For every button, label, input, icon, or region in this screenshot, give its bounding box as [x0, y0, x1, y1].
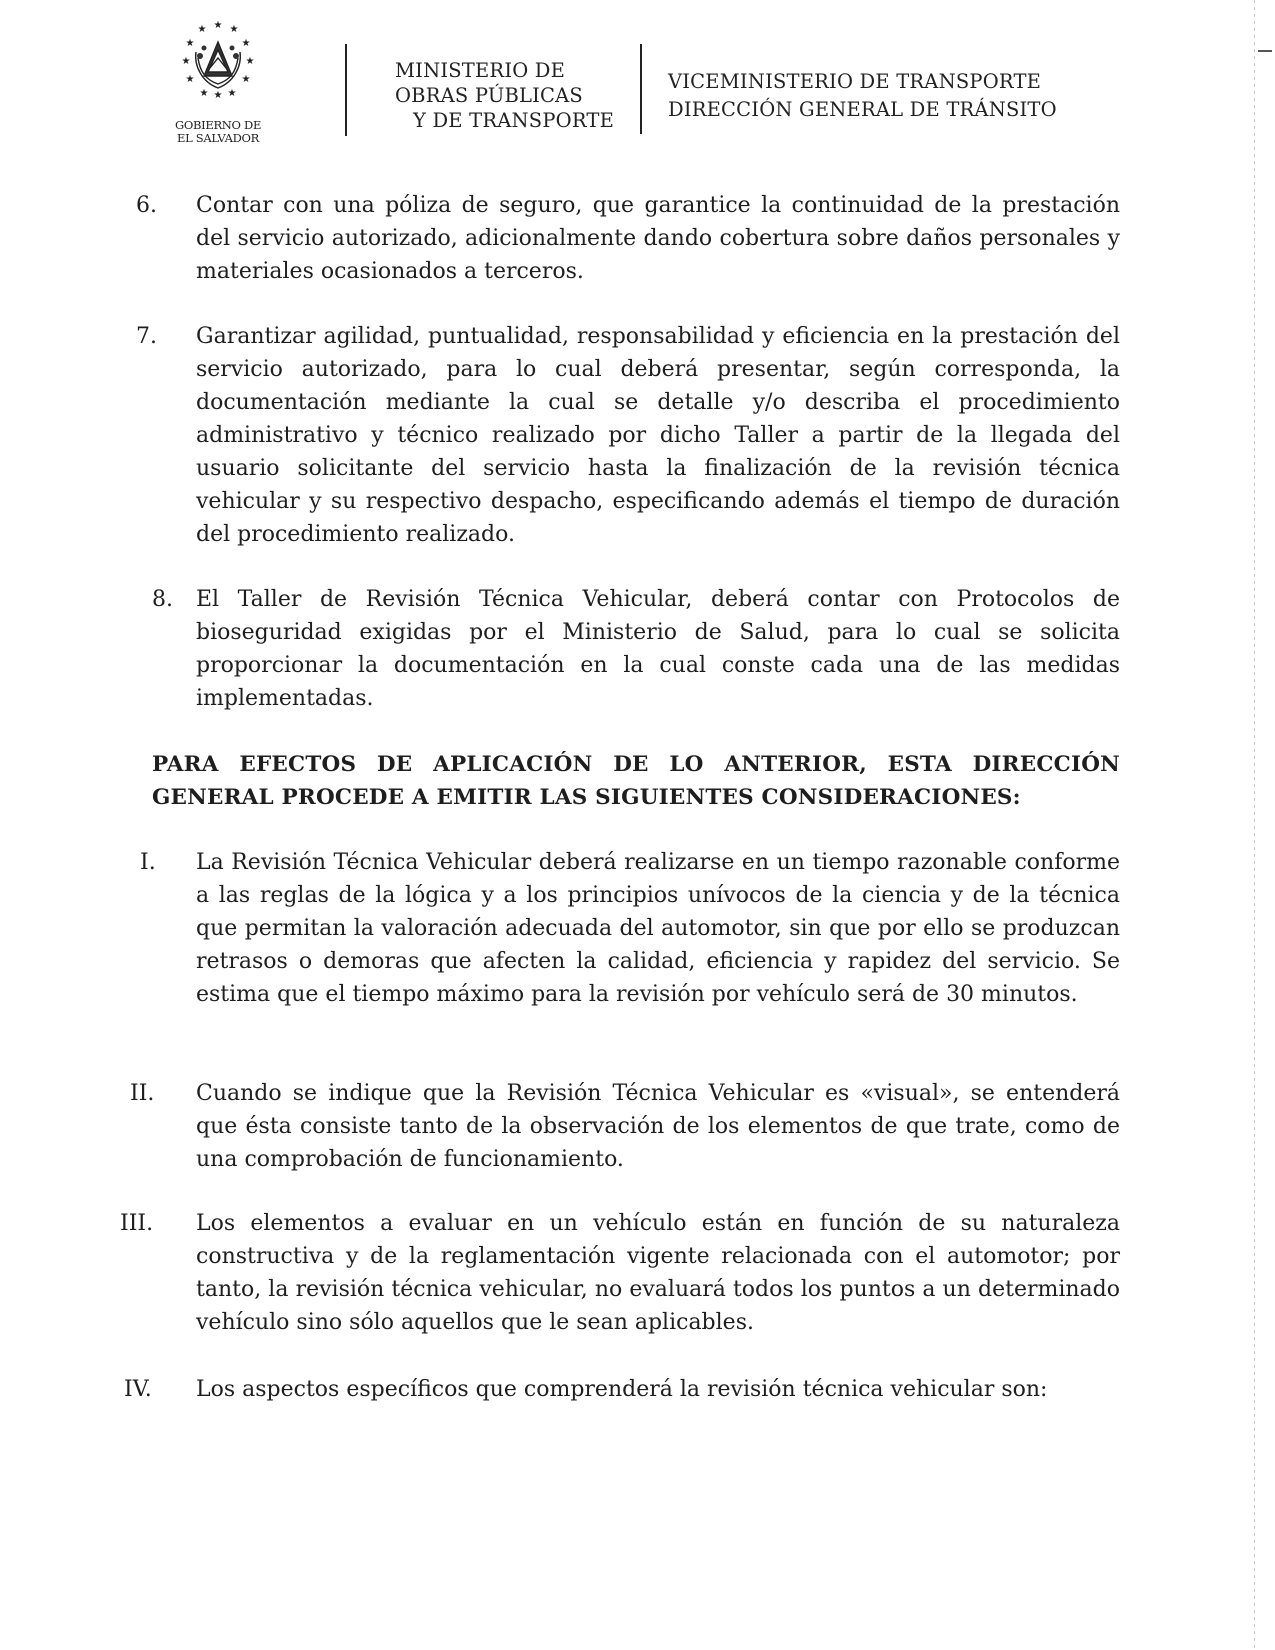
ministry-line3: Y DE TRANSPORTE: [413, 109, 615, 132]
item-text: La Revisión Técnica Vehicular deberá realizarse en un tiempo razonable conforme a las reglas de la lógica y a los principios unívocos de la ciencia y de la técnica que permitan la valoración adecuada del automotor, sin que por ello se produzcan retrasos o demoras que afecten la calidad, eficiencia y rapidez del servicio. Se estima que el tiempo máximo para la revisión por vehículo será de 30 minutos.: [196, 850, 1120, 1007]
item-number: 7.: [136, 324, 157, 349]
coat-of-arms-icon: [176, 18, 260, 116]
svg-text:★: ★: [213, 90, 223, 101]
vice-line2: DIRECCIÓN GENERAL DE TRÁNSITO: [668, 98, 1057, 121]
item-text: Cuando se indique que la Revisión Técnica Vehicular es «visual», se entenderá que ésta consiste tanto de la observación de los elementos de que trate, como de una comprobación de funcionamiento.: [196, 1081, 1120, 1172]
scan-edge-mark: [1258, 50, 1272, 52]
item-text: El Taller de Revisión Técnica Vehicular, deberá contar con Protocolos de bioseguridad exigidas por el Ministerio de Salud, para lo cual se solicita proporcionar la documentación en la cual conste cada una de las medidas implementadas.: [196, 587, 1120, 711]
svg-text:★: ★: [213, 20, 223, 31]
item-number: II.: [130, 1081, 155, 1106]
item-text: Los aspectos específicos que comprenderá la revisión técnica vehicular son:: [196, 1377, 1048, 1402]
item-text: Garantizar agilidad, puntualidad, responsabilidad y eficiencia en la prestación del servicio autorizado, para lo cual deberá presentar, según corresponda, la documentación mediante la cual se detalle y/o describa el procedimiento administrativo y técnico realizado por dicho Taller a partir de la llegada del usuario solicitante del servicio hasta la finalización de la revisión técnica vehicular y su respectivo despacho, especificando además el tiempo de duración del procedimiento realizado.: [196, 324, 1120, 547]
svg-text:★: ★: [229, 24, 239, 35]
item-number: IV.: [124, 1377, 152, 1402]
svg-text:★: ★: [197, 24, 207, 35]
ministry-line1: MINISTERIO DE: [395, 59, 566, 82]
scan-edge-line: [1254, 0, 1255, 1650]
logo-text-line2: EL SALVADOR: [177, 131, 259, 145]
svg-text:★: ★: [227, 88, 237, 99]
header-divider: [345, 44, 347, 136]
item-number: 8.: [152, 587, 173, 612]
letterhead: [0, 0, 1275, 160]
header-divider: [640, 44, 642, 134]
item-text: Los elementos a evaluar en un vehículo están en función de su naturaleza constructiva y de la reglamentación vigente relacionada con el automotor; por tanto, la revisión técnica vehicular, no evaluará todos los puntos a un determinado vehículo sino sólo aquellos que le sean aplicables.: [196, 1211, 1120, 1335]
ministry-name: [395, 58, 614, 133]
svg-text:★: ★: [181, 56, 191, 67]
svg-text:★: ★: [241, 38, 251, 49]
item-number: 6.: [136, 193, 157, 218]
vice-ministry-name: [668, 68, 1057, 124]
item-text: Contar con una póliza de seguro, que garantice la continuidad de la prestación del servicio autorizado, adicionalmente dando cobertura sobre daños personales y materiales ocasionados a terceros.: [196, 193, 1120, 284]
logo-text-line1: GOBIERNO DE: [174, 118, 262, 132]
svg-text:★: ★: [199, 88, 209, 99]
svg-text:★: ★: [185, 74, 195, 85]
svg-text:★: ★: [245, 56, 255, 67]
ministry-line2: OBRAS PÚBLICAS: [395, 84, 583, 107]
section-heading: PARA EFECTOS DE APLICACIÓN DE LO ANTERIOR, ESTA DIRECCIÓN GENERAL PROCEDE A EMITIR LAS SIGUIENTES CONSIDERACIONES:: [152, 752, 1120, 810]
government-logo: [168, 18, 268, 145]
svg-text:★: ★: [241, 74, 251, 85]
vice-line1: VICEMINISTERIO DE TRANSPORTE: [668, 70, 1042, 93]
item-number: III.: [120, 1211, 154, 1236]
svg-text:★: ★: [185, 38, 195, 49]
item-number: I.: [140, 850, 156, 875]
